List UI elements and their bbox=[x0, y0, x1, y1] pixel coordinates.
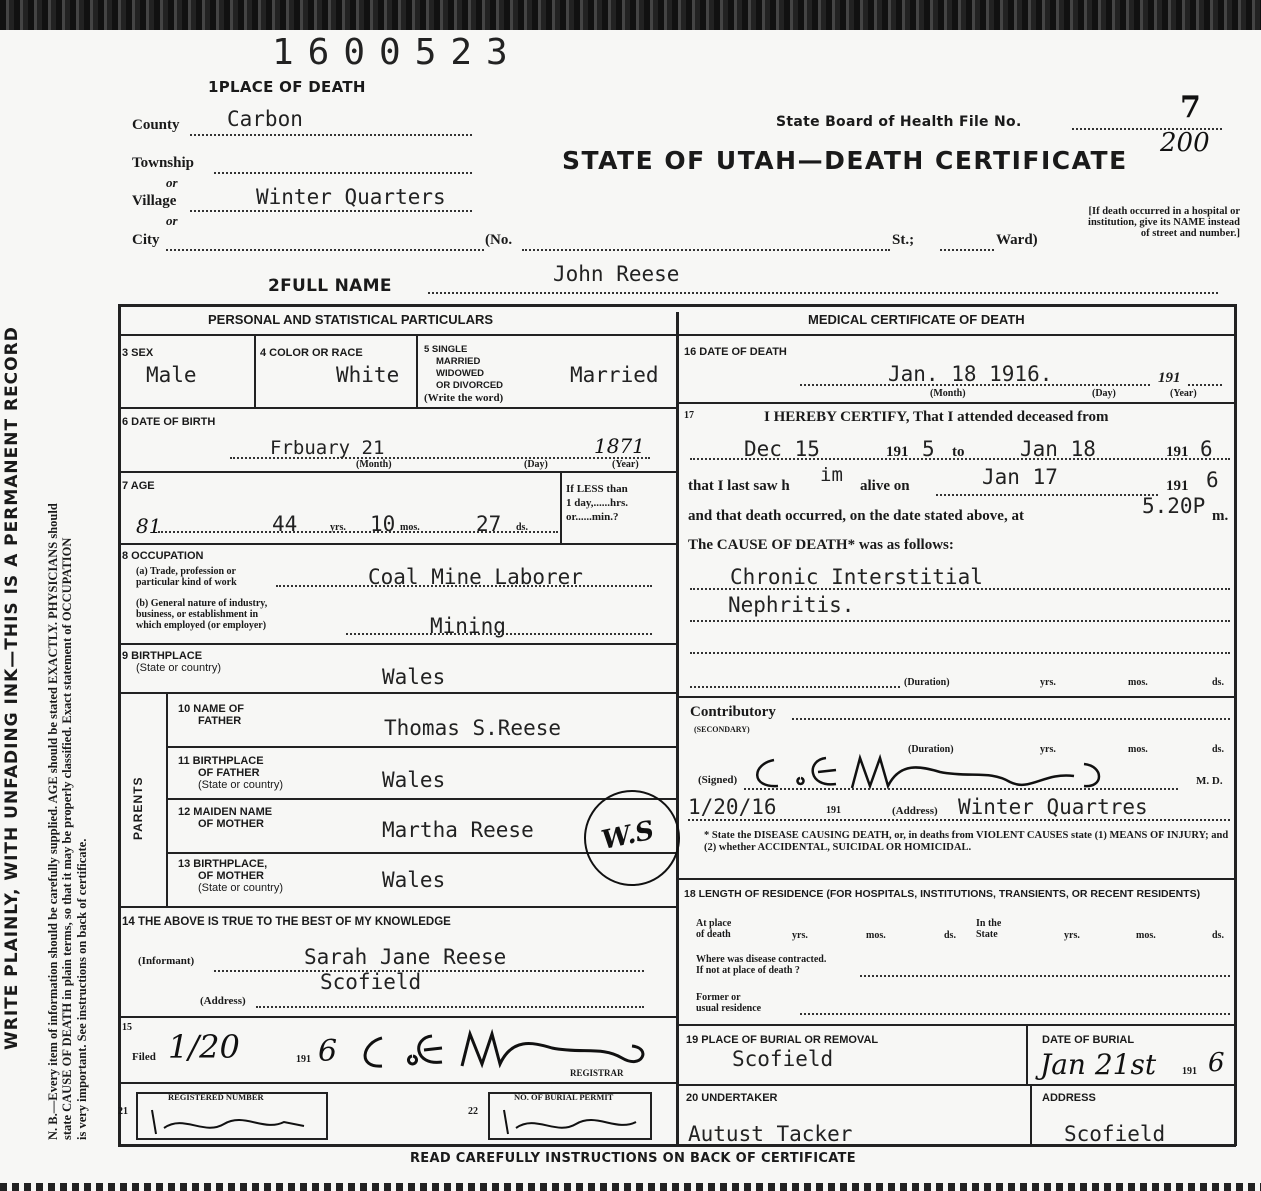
dob-label: 6 DATE OF BIRTH bbox=[122, 416, 216, 428]
file-number-label: State Board of Health File No. bbox=[776, 114, 1022, 130]
side-note-line2: state CAUSE OF DEATH in plain terms, so that it may be properly classified. Exact statement of OCCUPATION bbox=[60, 537, 74, 1140]
date-of-death-value: Jan. 18 1916. bbox=[888, 362, 1053, 386]
death-time-m: m. bbox=[1212, 508, 1229, 524]
sex-label: 3 SEX bbox=[122, 347, 154, 359]
duration-label-1: (Duration) bbox=[904, 677, 950, 688]
cause-line-1: Chronic Interstitial bbox=[730, 565, 983, 589]
med-rule-5 bbox=[679, 1084, 1234, 1086]
certify-text: I HEREBY CERTIFY, That I attended deceased from bbox=[764, 409, 1109, 425]
date-of-death-year-line bbox=[1188, 384, 1222, 386]
file-number-value: 200 bbox=[1160, 128, 1210, 158]
burial-date-year: 6 bbox=[1208, 1048, 1225, 1078]
filed-year-prefix: 191 bbox=[296, 1054, 311, 1065]
sex-color-divider bbox=[254, 336, 256, 408]
filed-number: 15 bbox=[122, 1022, 132, 1033]
street-number-label: (No. bbox=[485, 232, 513, 248]
age-months-value: 10 bbox=[370, 512, 396, 536]
age-years-value: 44 bbox=[272, 512, 298, 536]
informant-label: (Informant) bbox=[138, 955, 195, 967]
side-note-line3: is very important. See instructions on back of certificate. bbox=[75, 838, 89, 1140]
dob-year-value: 1871 bbox=[594, 434, 645, 458]
parents-side-label: PARENTS bbox=[131, 776, 145, 840]
frame-center-line bbox=[676, 312, 679, 1144]
ward-label: Ward) bbox=[996, 232, 1038, 248]
last-saw-line bbox=[936, 494, 1158, 496]
color-race-label: 4 COLOR OR RACE bbox=[260, 347, 363, 359]
personal-title-rule bbox=[121, 334, 676, 336]
attended-from-value: Dec 15 bbox=[744, 437, 820, 461]
city-label: City bbox=[132, 232, 160, 248]
duration-label-2: (Duration) bbox=[908, 744, 954, 755]
or-text-2: or bbox=[166, 213, 178, 228]
mother-name-value: Martha Reese bbox=[382, 818, 534, 842]
marital-status-value: Married bbox=[570, 363, 659, 387]
attended-from-191: 191 bbox=[886, 444, 909, 460]
age-ds-caption: ds. bbox=[516, 522, 528, 533]
mother-birthplace-value: Wales bbox=[382, 868, 446, 892]
certificate-number: 1600523 bbox=[272, 32, 522, 73]
attended-to-191: 191 bbox=[1166, 444, 1189, 460]
burial-divider bbox=[1026, 1026, 1028, 1086]
row-rule-2 bbox=[121, 471, 676, 473]
dob-day-caption: (Day) bbox=[524, 459, 548, 470]
registered-number-box: REGISTERED NUMBER bbox=[136, 1092, 328, 1140]
or-text-1: or bbox=[166, 175, 178, 190]
informant-line bbox=[214, 970, 644, 972]
where-contracted-line bbox=[860, 975, 1230, 977]
attended-to-year: 6 bbox=[1200, 437, 1213, 461]
row-rule-4 bbox=[121, 643, 676, 645]
undertaker-divider bbox=[1030, 1086, 1032, 1144]
circled-mark: W.S bbox=[575, 781, 689, 895]
age-days-value: 27 bbox=[476, 512, 502, 536]
burial-place-value: Scofield bbox=[732, 1047, 834, 1071]
signed-label: (Signed) bbox=[698, 774, 738, 786]
frame-left-line bbox=[118, 304, 121, 1146]
secondary-label: (SECONDARY) bbox=[694, 725, 750, 734]
ward-line bbox=[940, 249, 994, 251]
father-birthplace-label: 11 BIRTHPLACE OF FATHER (State or country) bbox=[178, 755, 283, 791]
birthplace-value: Wales bbox=[382, 665, 446, 689]
row-rule-11 bbox=[121, 1082, 676, 1084]
signed-line bbox=[744, 788, 1178, 790]
city-line bbox=[166, 249, 484, 251]
row-rule-9 bbox=[121, 906, 676, 908]
sex-value: Male bbox=[146, 363, 197, 387]
signed-191: 191 bbox=[826, 805, 841, 816]
mother-name-label: 12 MAIDEN NAME OF MOTHER bbox=[178, 806, 273, 830]
residence-label: 18 LENGTH OF RESIDENCE (FOR HOSPITALS, INSTITUTIONS, TRANSIENTS, OR RECENT RESIDENTS) bbox=[684, 888, 1201, 900]
dod-year-caption: (Year) bbox=[1170, 388, 1197, 399]
residence-ds-2: ds. bbox=[1212, 930, 1224, 941]
row-rule-1 bbox=[121, 407, 676, 409]
informant-address-value: Scofield bbox=[320, 970, 422, 994]
attended-to-label: to bbox=[952, 444, 965, 460]
village-value: Winter Quarters bbox=[256, 185, 446, 209]
scan-bottom-edge bbox=[0, 1183, 1261, 1191]
undertaker-address-value: Scofield bbox=[1064, 1122, 1166, 1146]
undertaker-value: Autust Tacker bbox=[688, 1122, 853, 1146]
full-name-label: 2FULL NAME bbox=[268, 276, 392, 296]
mother-birthplace-label: 13 BIRTHPLACE, OF MOTHER (State or country) bbox=[178, 858, 283, 894]
footer-instructions: READ CAREFULLY INSTRUCTIONS ON BACK OF CERTIFICATE bbox=[410, 1151, 856, 1166]
former-residence-line bbox=[800, 1013, 1230, 1015]
hospital-note: [If death occurred in a hospital or institution, give its NAME instead of street and number.] bbox=[1088, 206, 1240, 239]
reg-number-prefix: 21 bbox=[118, 1106, 128, 1117]
file-number-top: 7 bbox=[1180, 90, 1201, 125]
dob-month-caption: (Month) bbox=[356, 459, 392, 470]
row-rule-7 bbox=[168, 798, 676, 800]
township-line bbox=[214, 172, 472, 174]
informant-address-label: (Address) bbox=[200, 995, 246, 1007]
residence-yrs-2: yrs. bbox=[1064, 930, 1080, 941]
attended-to-value: Jan 18 bbox=[1020, 437, 1096, 461]
duration-ds-2: ds. bbox=[1212, 744, 1224, 755]
street-line bbox=[522, 249, 890, 251]
cause-rule-1 bbox=[690, 588, 1230, 590]
occupation-b-value: Mining bbox=[430, 614, 506, 638]
duration-ds-1: ds. bbox=[1212, 677, 1224, 688]
county-value: Carbon bbox=[227, 107, 303, 131]
color-race-value: White bbox=[336, 363, 400, 387]
residence-yrs-1: yrs. bbox=[792, 930, 808, 941]
informant-address-line bbox=[256, 1006, 644, 1008]
med-address-line bbox=[688, 819, 1230, 821]
village-label: Village bbox=[132, 193, 177, 209]
age-mark: 81 bbox=[136, 514, 162, 538]
burial-permit-box: NO. OF BURIAL PERMIT bbox=[488, 1092, 652, 1140]
date-of-death-191: 191 bbox=[1158, 370, 1181, 386]
row-rule-3 bbox=[121, 543, 676, 545]
father-name-label: 10 NAME OF FATHER bbox=[178, 703, 245, 727]
death-time-value: 5.20P bbox=[1142, 494, 1206, 518]
duration-mos-2: mos. bbox=[1128, 744, 1148, 755]
dob-year-caption: (Year) bbox=[612, 459, 639, 470]
last-saw-year: 6 bbox=[1206, 468, 1219, 492]
father-name-value: Thomas S.Reese bbox=[384, 716, 562, 740]
age-less-than-note: If LESS than 1 day,......hrs. or......min.? bbox=[566, 483, 629, 523]
death-occurred-text: and that death occurred, on the date stated above, at bbox=[688, 508, 1024, 524]
med-address-label: (Address) bbox=[892, 805, 938, 817]
last-saw-text-1: that I last saw h bbox=[688, 478, 790, 494]
undertaker-address-label: ADDRESS bbox=[1042, 1092, 1096, 1104]
burial-place-label: 19 PLACE OF BURIAL OR REMOVAL bbox=[686, 1034, 879, 1046]
street-label: St.; bbox=[892, 232, 915, 248]
undertaker-label: 20 UNDERTAKER bbox=[686, 1092, 778, 1104]
med-address-value: Winter Quartres bbox=[958, 795, 1148, 819]
md-label: M. D. bbox=[1196, 775, 1223, 787]
frame-right-line bbox=[1234, 304, 1237, 1146]
cause-line-2: Nephritis. bbox=[728, 593, 855, 617]
county-line bbox=[190, 134, 472, 136]
attended-from-year: 5 bbox=[922, 437, 935, 461]
residence-mos-1: mos. bbox=[866, 930, 886, 941]
last-saw-him: im bbox=[820, 464, 843, 486]
frame-top-line bbox=[118, 304, 1236, 307]
burial-date-value: Jan 21st bbox=[1040, 1048, 1157, 1081]
marital-label: 5 SINGLE MARRIED WIDOWED OR DIVORCED (Write the word) bbox=[424, 344, 504, 404]
row-rule-6 bbox=[168, 746, 676, 748]
dob-value: Frbuary 21 bbox=[270, 437, 385, 459]
cause-label: The CAUSE OF DEATH* was as follows: bbox=[688, 537, 954, 553]
contributory-label: Contributory bbox=[690, 704, 776, 720]
registrar-label: REGISTRAR bbox=[570, 1068, 624, 1078]
cause-rule-3 bbox=[690, 652, 1230, 654]
med-rule-3 bbox=[679, 878, 1234, 880]
township-label: Township bbox=[132, 155, 194, 171]
date-of-death-label: 16 DATE OF DEATH bbox=[684, 346, 787, 358]
occupation-a-label: (a) Trade, profession or particular kind of work bbox=[136, 566, 237, 588]
birthplace-label: 9 BIRTHPLACE (State or country) bbox=[122, 650, 221, 674]
full-name-value: John Reese bbox=[553, 262, 680, 286]
father-birthplace-value: Wales bbox=[382, 768, 446, 792]
county-label: County bbox=[132, 117, 180, 133]
duration-line-1 bbox=[690, 686, 900, 688]
certify-number: 17 bbox=[684, 410, 694, 421]
filed-year-digit: 6 bbox=[318, 1034, 338, 1069]
duration-yrs-1: yrs. bbox=[1040, 677, 1056, 688]
contributory-line bbox=[792, 718, 1230, 720]
where-contracted-label: Where was disease contracted. If not at place of death ? bbox=[696, 954, 827, 976]
medical-section-title: MEDICAL CERTIFICATE OF DEATH bbox=[808, 312, 1025, 327]
last-saw-date: Jan 17 bbox=[982, 465, 1058, 489]
personal-section-title: PERSONAL AND STATISTICAL PARTICULARS bbox=[208, 312, 494, 327]
occupation-b-label: (b) General nature of industry, business, or establishment in which employed (or employer) bbox=[136, 598, 268, 631]
certificate-title: STATE OF UTAH—DEATH CERTIFICATE bbox=[562, 146, 1128, 175]
filed-label: Filed bbox=[132, 1051, 156, 1063]
informant-value: Sarah Jane Reese bbox=[304, 945, 507, 969]
last-saw-text-2: alive on bbox=[860, 478, 910, 494]
med-rule-4 bbox=[679, 1024, 1234, 1026]
residence-mos-2: mos. bbox=[1136, 930, 1156, 941]
scan-top-edge bbox=[0, 0, 1261, 30]
former-residence-label: Former or usual residence bbox=[696, 992, 762, 1014]
side-note-main: WRITE PLAINLY, WITH UNFADING INK—THIS IS A PERMANENT RECORD bbox=[2, 326, 22, 1050]
burial-date-191: 191 bbox=[1182, 1066, 1197, 1077]
duration-yrs-2: yrs. bbox=[1040, 744, 1056, 755]
filed-date-value: 1/20 bbox=[168, 1028, 240, 1066]
full-name-line bbox=[428, 292, 1218, 294]
in-state-label: In the State bbox=[976, 918, 1002, 940]
last-saw-191: 191 bbox=[1166, 478, 1189, 494]
color-marital-divider bbox=[416, 336, 418, 408]
informant-header: 14 THE ABOVE IS TRUE TO THE BEST OF MY KNOWLEDGE bbox=[122, 916, 451, 928]
cause-rule-2 bbox=[690, 620, 1230, 622]
side-note-line1: N. B.—Every item of information should be carefully supplied. AGE should be stated EXACTLY. PHYSICIANS should bbox=[46, 503, 60, 1140]
parents-divider bbox=[166, 694, 168, 906]
residence-ds-1: ds. bbox=[944, 930, 956, 941]
at-place-label: At place of death bbox=[696, 918, 732, 940]
row-rule-5 bbox=[121, 692, 676, 694]
age-mos-caption: mos. bbox=[400, 522, 420, 533]
burial-permit-prefix: 22 bbox=[468, 1106, 478, 1117]
dod-day-caption: (Day) bbox=[1092, 388, 1116, 399]
village-line bbox=[190, 210, 472, 212]
duration-mos-1: mos. bbox=[1128, 677, 1148, 688]
medical-title-rule bbox=[679, 334, 1234, 336]
registrar-signature bbox=[352, 1018, 672, 1078]
occupation-label: 8 OCCUPATION bbox=[122, 550, 204, 562]
age-label: 7 AGE bbox=[122, 480, 155, 492]
dod-month-caption: (Month) bbox=[930, 388, 966, 399]
burial-date-label: DATE OF BURIAL bbox=[1042, 1034, 1135, 1046]
med-rule-2 bbox=[679, 696, 1234, 698]
age-less-divider bbox=[560, 473, 562, 543]
occupation-a-value: Coal Mine Laborer bbox=[368, 565, 583, 589]
med-rule-1 bbox=[679, 402, 1234, 404]
cause-footnote: * State the DISEASE CAUSING DEATH, or, in deaths from VIOLENT CAUSES state (1) MEANS OF INJURY; and (2) whether ACCIDENTAL, SUICIDAL OR HOMICIDAL. bbox=[704, 830, 1229, 853]
place-of-death-label: 1PLACE OF DEATH bbox=[208, 78, 366, 96]
age-yrs-caption: yrs. bbox=[330, 522, 346, 533]
signed-date-value: 1/20/16 bbox=[688, 795, 777, 819]
